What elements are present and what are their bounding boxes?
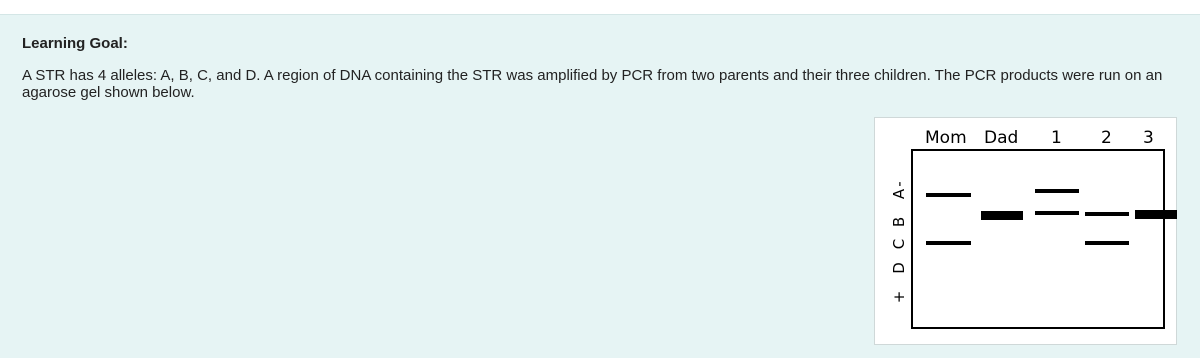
learning-goal-heading: Learning Goal:	[22, 35, 128, 52]
agarose-gel	[911, 149, 1165, 329]
side-label-negative: -	[890, 181, 908, 187]
lane-label-dad: Dad	[984, 128, 1019, 148]
lane-label-child-2: 2	[1101, 128, 1112, 148]
band-child-1-allele-a	[1035, 189, 1079, 193]
side-label-positive: +	[890, 290, 908, 304]
gel-figure	[874, 117, 1177, 345]
band-mom-allele-c	[926, 241, 971, 245]
band-dad-allele-b	[981, 211, 1023, 220]
lane-label-child-1: 1	[1051, 128, 1062, 148]
side-label-allele-a: A	[890, 188, 908, 200]
band-child-3-allele-b	[1135, 210, 1177, 219]
side-label-allele-d: D	[890, 262, 908, 274]
learning-goal-description: A STR has 4 alleles: A, B, C, and D. A region of DNA containing the STR was amplified by PCR from two parents and their three children. The PCR products were run on an agarose gel shown below.	[22, 67, 1163, 101]
lane-label-child-3: 3	[1143, 128, 1154, 148]
lane-label-mom: Mom	[925, 128, 967, 148]
side-label-allele-c: C	[890, 238, 908, 250]
band-child-1-allele-b	[1035, 211, 1079, 215]
side-label-allele-b: B	[890, 216, 908, 228]
band-child-2-allele-b	[1085, 212, 1129, 216]
band-child-2-allele-c	[1085, 241, 1129, 245]
band-mom-allele-a	[926, 193, 971, 197]
